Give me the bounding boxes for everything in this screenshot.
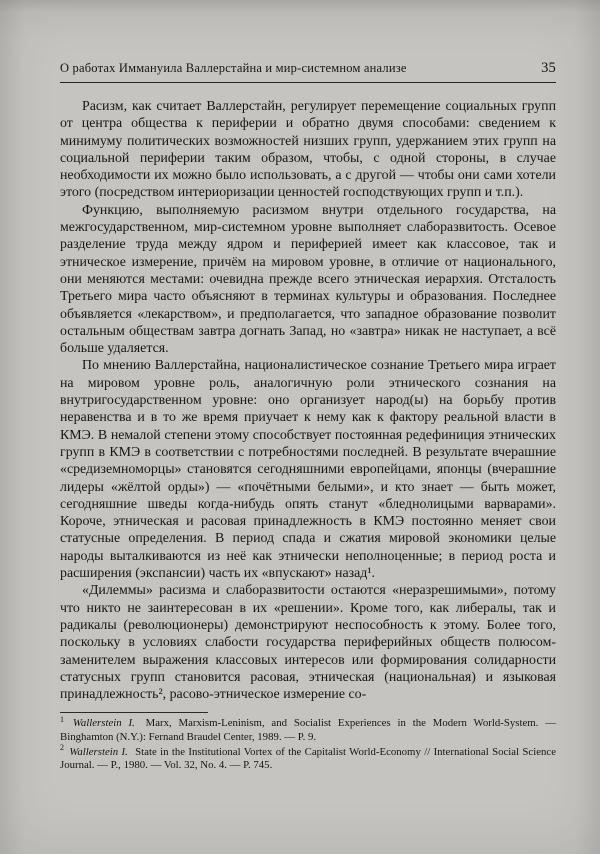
footnotes-block (60, 714, 556, 772)
page-number: 35 (541, 60, 556, 76)
footnote-2 (60, 742, 556, 773)
footnote-2-text: State in the Institutional Vortex of the Capitalist World-Economy // International Social Science Journal. — P., 1980. — Vol. 32, No. 4. — P. 745. (60, 745, 556, 772)
footnote-2-marker: 2 (60, 742, 64, 752)
footnote-1-text: Marx, Marxism-Leninism, and Socialist Experiences in the Modern World-System. — Binghamton (N.Y.): Fernand Braudel Center, 1989. — P. 9. (60, 717, 556, 743)
footnote-separator (60, 712, 208, 713)
paragraph-racism-regulation: Расизм, как считает Валлерстайн, регулирует перемещение социальных групп от центра общества к периферии и обратно двумя способами: сведением к минимуму политических возможностей низших групп, удержанием этих групп на социальной периферии таким образом, чтобы, с одной стороны, в случае необходимости их можно было использовать, а с другой — чтобы они сами хотели этого (посредством интериоризации ценностей господствующих групп и т.п.). (60, 99, 556, 201)
footnote-1 (60, 714, 556, 744)
page-body (60, 98, 556, 703)
footnote-1-author: Wallerstein I. (72, 717, 135, 730)
paragraph-dilemmas: «Дилеммы» расизма и слаборазвитости остаются «неразрешимыми», потому что никто не заинтересован в их «решении». Кроме того, как либералы, так и радикалы (революционеры) демонстрируют неспособность к этому. Более того, поскольку в условиях слабости государства периферийных обществ полюсом-заменителем выражения классовых интересов или формирования солидарности статусных групп становится расовая, этническая (национальная) и языковая принадлежность², расово-этническое измерение со- (60, 583, 556, 703)
paragraph-underdevelopment-function: Функцию, выполняемую расизмом внутри отдельного государства, на межгосударственном, мир-системном уровне выполняет слаборазвитость. Осевое разделение труда между ядром и периферией имеет как классовое, так и этническое измерение, причём на мировом уровне, в отличие от национального, они меняются местами: очевидна прежде всего этническая иерархия. Отсталость Третьего мира часто объясняют в терминах культуры и образования. Последнее объявляется «лекарством», и предполагается, что западное образование позволит остальным обществам завтра догнать Запад, но «завтра» никак не наступает, а всё больше удаляется. (60, 202, 556, 357)
running-header (60, 60, 556, 77)
footnote-1-marker: 1 (60, 714, 64, 724)
running-title: О работах Иммануила Валлерстайна и мир-системном анализе (60, 61, 407, 75)
paragraph-nationalist-consciousness: По мнению Валлерстайна, националистическое сознание Третьего мира играет на мировом уровне роль, аналогичную роли этнического сознания на внутригосударственном уровне: оно организует народ(ы) на борьбу против неравенства и в то же время приучает к нему как к фактору реальной власти в КМЭ. В немалой степени этому способствует постоянная редефиниция этнических групп в КМЭ в соответствии с потребностями последней. В результате вчерашние «средиземноморцы» становятся сегодняшними европейцами, японцы (вчерашние лидеры «жёлтой орды») — «почётными белыми», и кто знает — быть может, сегодняшние шведы когда-нибудь опять станут «бледнолицыми варварами». Короче, этническая и расовая принадлежность в КМЭ постоянно меняет свои статусные определения. В период спада и сжатия мировой экономики целые народы выталкиваются из неё как этнически неполноценные; в период роста и расширения (экспансии) часть их «впускают» назад¹. (60, 358, 556, 582)
footnote-2-author: Wallerstein I. (69, 745, 128, 758)
header-rule (60, 82, 556, 83)
